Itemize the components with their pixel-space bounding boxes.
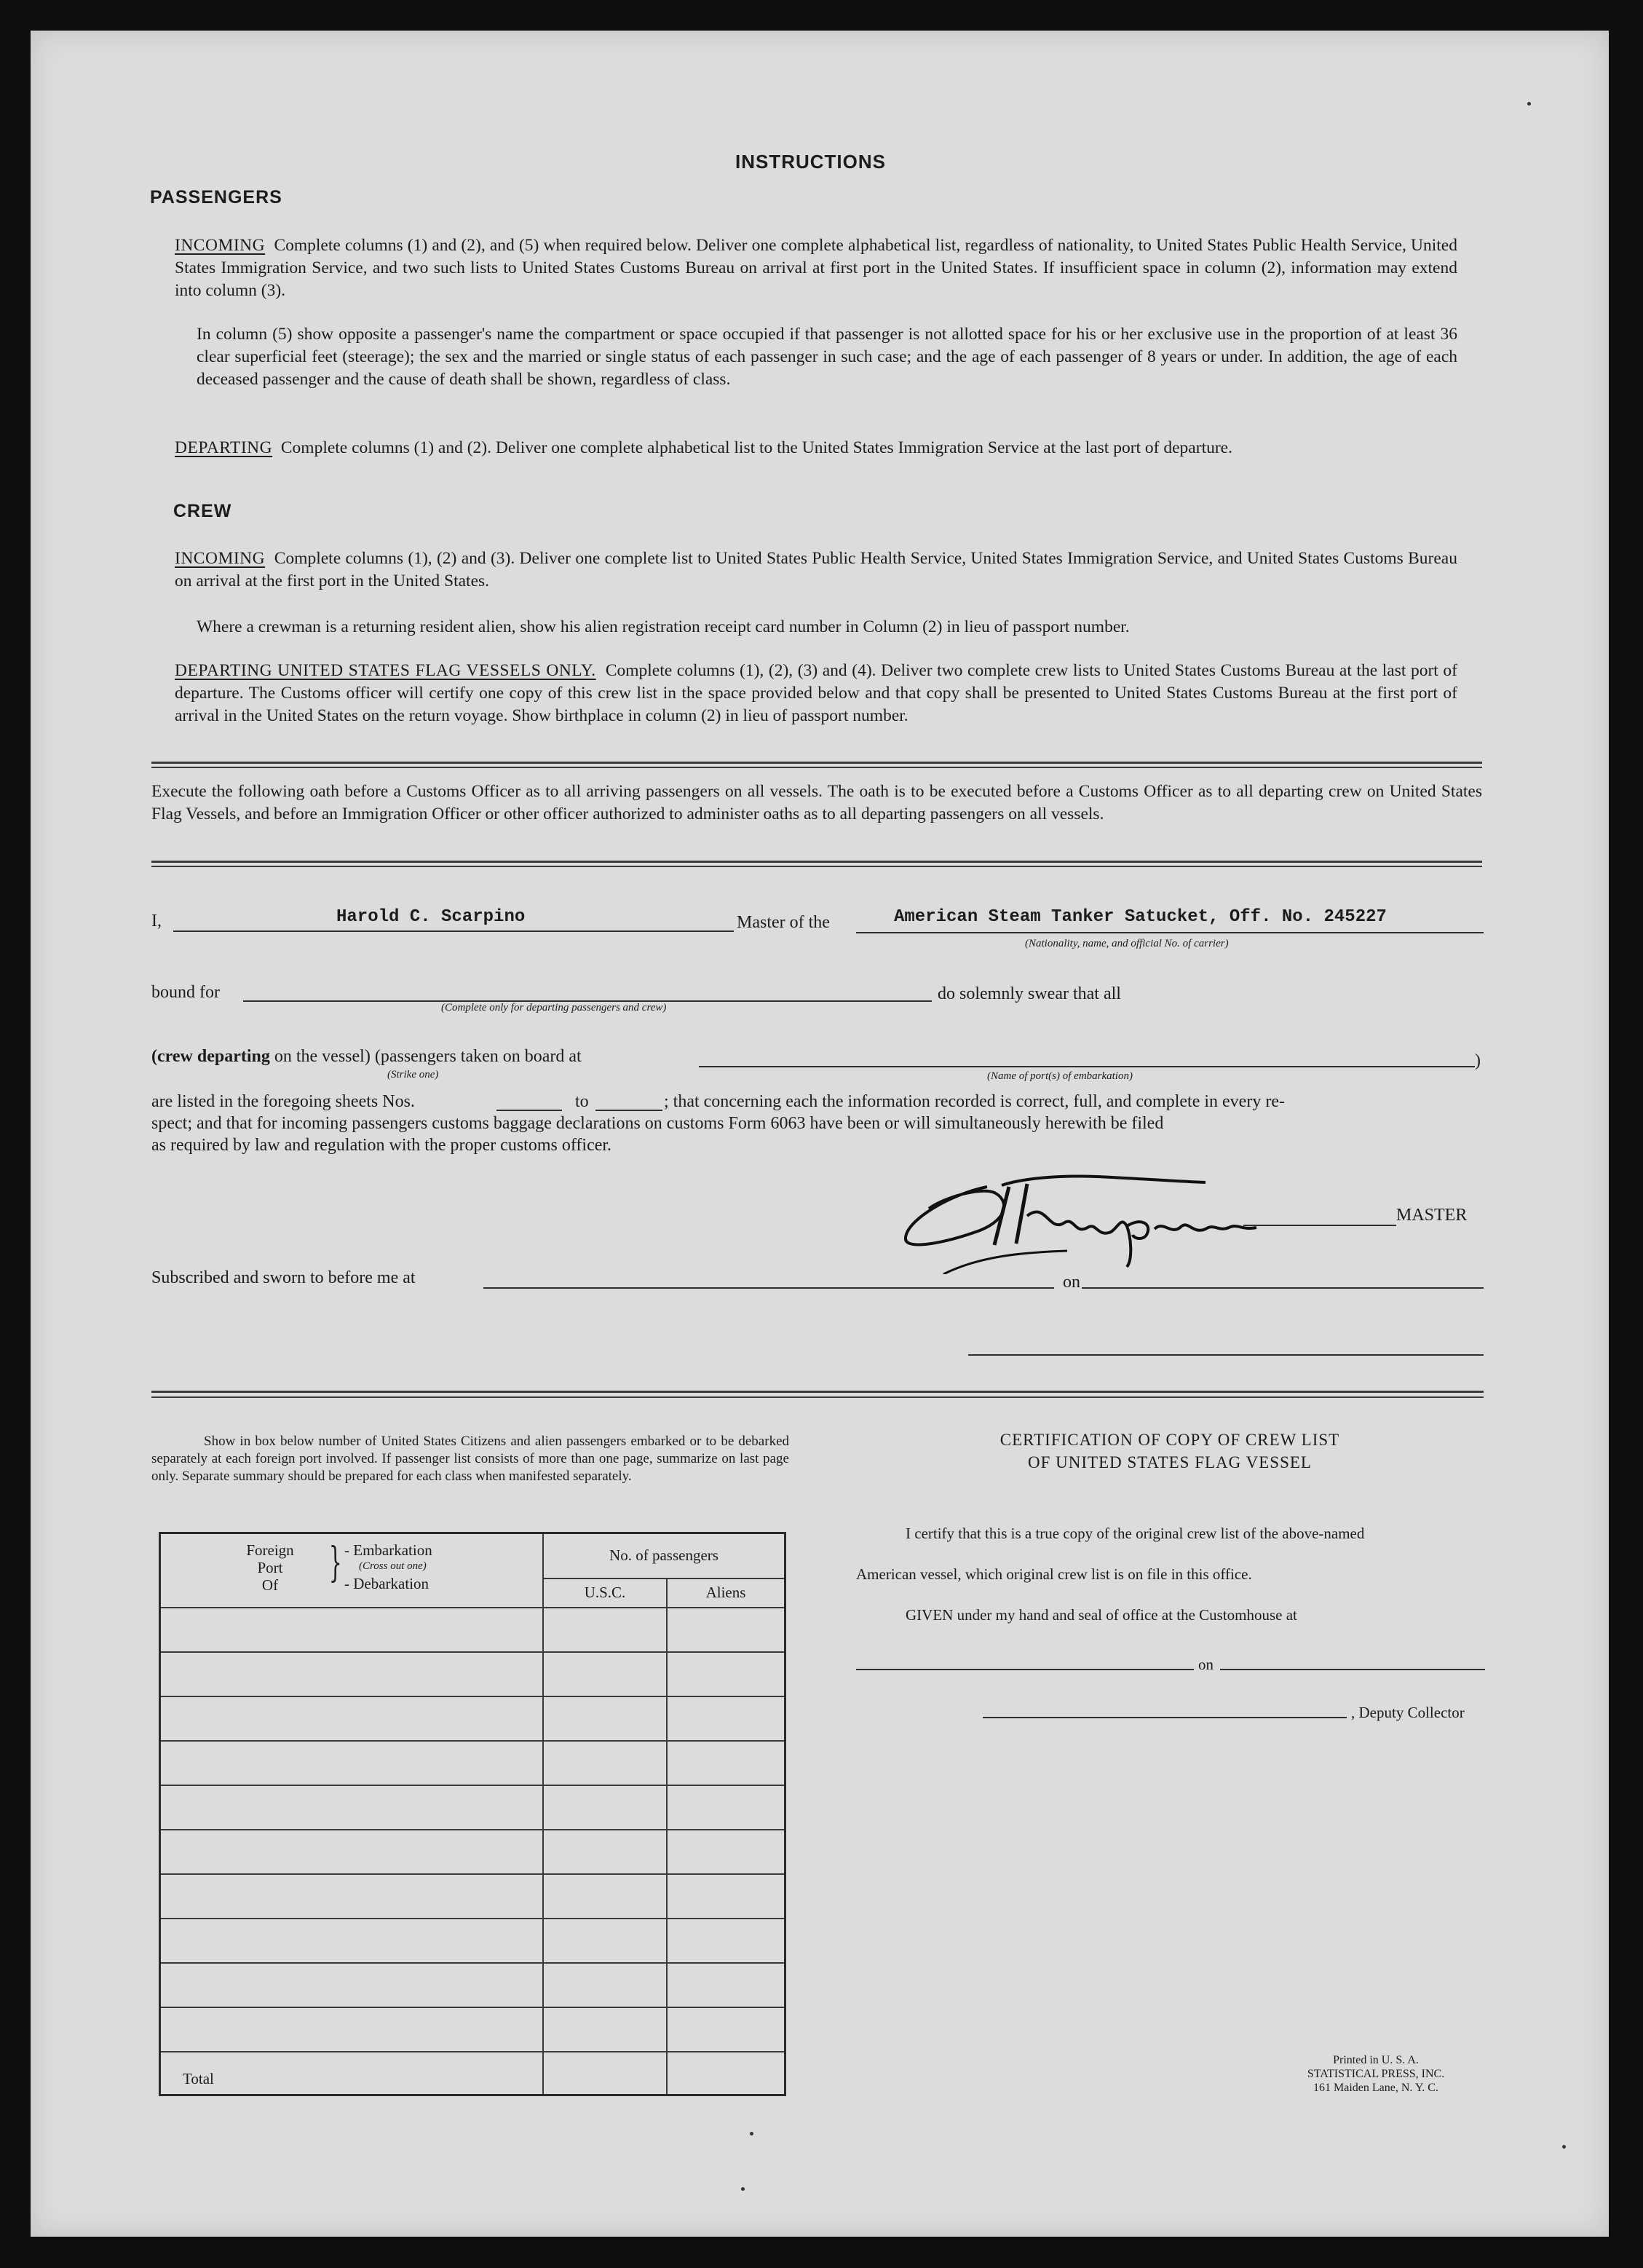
- bound-for-label: bound for: [151, 983, 220, 1002]
- given-line: GIVEN under my hand and seal of office at the Customhouse at: [906, 1606, 1297, 1624]
- departing-us-flag-label: DEPARTING UNITED STATES FLAG VESSELS ONLY.: [175, 661, 596, 680]
- cert-date-line[interactable]: [1220, 1669, 1485, 1670]
- port-cell[interactable]: [160, 1741, 544, 1785]
- subscribed-label: Subscribed and sworn to before me at: [151, 1268, 416, 1287]
- port-cell[interactable]: [160, 1608, 544, 1652]
- sheet-from-line[interactable]: [496, 1110, 562, 1111]
- deputy-collector-label: , Deputy Collector: [1351, 1704, 1465, 1721]
- usc-cell[interactable]: [543, 1652, 667, 1696]
- scan-speck: [1562, 2145, 1566, 2149]
- passengers-taken-text: (passengers taken on board at: [374, 1047, 582, 1066]
- master-signature-line[interactable]: [1243, 1225, 1396, 1226]
- total-usc-cell[interactable]: [543, 2052, 667, 2095]
- aliens-cell[interactable]: [667, 1874, 785, 1919]
- crew-departing-text: (crew departing: [151, 1047, 270, 1066]
- summary-note: Show in box below number of United States Citizens and alien passengers embarked or to be debarked separately at each foreign port involved. If passenger list consists of more than one page, summarize on last page only. Separate summary should be prepared for each class when manifested separately.: [151, 1434, 789, 1484]
- divider: [151, 866, 1482, 867]
- divider: [151, 1396, 1484, 1398]
- table-row: [160, 1608, 785, 1652]
- passengers-departing-label: DEPARTING: [175, 438, 273, 457]
- port-cell[interactable]: [160, 1919, 544, 1963]
- aliens-cell[interactable]: [667, 1652, 785, 1696]
- no-of-passengers-header: No. of passengers: [543, 1533, 785, 1578]
- port-cell[interactable]: [160, 1696, 544, 1741]
- aliens-header: Aliens: [667, 1578, 785, 1608]
- divider: [151, 767, 1482, 768]
- master-name-line: [173, 930, 734, 932]
- cross-out-caption: (Cross out one): [359, 1560, 427, 1572]
- passengers-incoming-paragraph: [175, 234, 1457, 302]
- certification-title: [919, 1429, 1421, 1474]
- column5-paragraph: In column (5) show opposite a passenger's name the compartment or space occupied if that passenger is not allotted space for his or her exclusive use in the proportion of at least 36 clear superficial feet (steerage); the sex and the married or single status of each passenger in such case; and the age of each passenger of 8 years or under. In addition, the age of each deceased passenger and the cause of death shall be shown, regardless of class.: [197, 325, 1457, 389]
- subscribed-date-line[interactable]: [1082, 1287, 1484, 1289]
- certify-line1: I certify that this is a true copy of the original crew list of the above-named: [906, 1525, 1365, 1542]
- table-row: [160, 1919, 785, 1963]
- usc-cell[interactable]: [543, 1608, 667, 1652]
- usc-cell[interactable]: [543, 1874, 667, 1919]
- master-label: MASTER: [1396, 1206, 1468, 1225]
- table-row: [160, 1741, 785, 1785]
- listed-sheets-line3: as required by law and regulation with the proper customs officer.: [151, 1136, 612, 1155]
- total-label: Total: [160, 2052, 544, 2095]
- bound-for-caption: (Complete only for departing passengers and crew): [441, 1002, 667, 1014]
- oath-i-label: I,: [151, 912, 162, 930]
- oath-note: Execute the following oath before a Customs Officer as to all arriving passengers on all vessels. The oath is to be executed before a Customs Officer as to all departing crew on United States Flag Vessels, and before an Immigration Officer or other officer authorized to administer oaths as to all departing passengers on all vessels.: [151, 782, 1482, 823]
- listed-sheets-b: ; that concerning each the information recorded is correct, full, and complete in every re-: [664, 1092, 1285, 1111]
- aliens-cell[interactable]: [667, 1785, 785, 1830]
- crewman-paragraph: Where a crewman is a returning resident alien, show his alien registration receipt card number in Column (2) in lieu of passport number.: [197, 617, 1130, 636]
- aliens-cell[interactable]: [667, 1696, 785, 1741]
- aliens-cell[interactable]: [667, 1963, 785, 2007]
- foreign-port-of: Foreign Port Of: [246, 1541, 294, 1594]
- usc-cell[interactable]: [543, 1963, 667, 2007]
- passengers-departing-paragraph: [175, 437, 1457, 459]
- aliens-cell[interactable]: [667, 1830, 785, 1874]
- usc-header: U.S.C.: [543, 1578, 667, 1608]
- listed-to: to: [575, 1092, 589, 1111]
- scan-speck: [741, 2187, 745, 2191]
- divider: [151, 1391, 1484, 1393]
- usc-cell[interactable]: [543, 1919, 667, 1963]
- crew-incoming-text: Complete columns (1), (2) and (3). Deliver one complete list to United States Public Health Service, United States Immigration Service, and United States Customs Bureau on arrival at the first port in the United States.: [175, 549, 1457, 590]
- table-row: [160, 1830, 785, 1874]
- aliens-cell[interactable]: [667, 1919, 785, 1963]
- table-row: [160, 1785, 785, 1830]
- table-row: [160, 2007, 785, 2052]
- crew-departing-option: [151, 1047, 582, 1067]
- port-cell[interactable]: [160, 1874, 544, 1919]
- debarkation-label: - Debarkation: [344, 1575, 429, 1592]
- vessel-line: [856, 932, 1484, 933]
- usc-cell[interactable]: [543, 1830, 667, 1874]
- total-aliens-cell[interactable]: [667, 2052, 785, 2095]
- master-signature: [900, 1165, 1395, 1274]
- close-paren: ): [1475, 1051, 1481, 1070]
- swear-text: do solemnly swear that all: [938, 984, 1121, 1003]
- passengers-incoming-label: INCOMING: [175, 236, 266, 255]
- crew-heading: CREW: [173, 501, 232, 521]
- usc-cell[interactable]: [543, 1696, 667, 1741]
- master-of-label: Master of the: [737, 913, 830, 932]
- usc-cell[interactable]: [543, 2007, 667, 2052]
- divider: [151, 861, 1482, 863]
- certification-title-line2: OF UNITED STATES FLAG VESSEL: [1028, 1453, 1312, 1471]
- scan-speck: [750, 2132, 753, 2135]
- master-name-field[interactable]: Harold C. Scarpino: [336, 907, 526, 927]
- divider: [151, 762, 1482, 764]
- table-row: [160, 1652, 785, 1696]
- vessel-field[interactable]: American Steam Tanker Satucket, Off. No. 245227: [894, 907, 1387, 927]
- aliens-cell[interactable]: [667, 1741, 785, 1785]
- crew-incoming-paragraph: [175, 548, 1457, 593]
- passengers-departing-text: Complete columns (1) and (2). Deliver one complete alphabetical list to the United States Immigration Service at the last port of departure.: [280, 438, 1232, 457]
- port-cell[interactable]: [160, 2007, 544, 2052]
- vessel-caption: (Nationality, name, and official No. of carrier): [1025, 938, 1229, 949]
- officer-signature-line[interactable]: [968, 1354, 1484, 1356]
- table-row: [160, 1963, 785, 2007]
- aliens-cell[interactable]: [667, 2007, 785, 2052]
- certify-line2: American vessel, which original crew list is on file in this office.: [856, 1565, 1252, 1583]
- port-header-cell: [160, 1533, 544, 1608]
- listed-sheets-line2: spect; and that for incoming passengers customs baggage declarations on customs Form 6063 have been or will simultaneously herewith be filed: [151, 1114, 1164, 1133]
- port-embarkation-line[interactable]: [699, 1066, 1475, 1067]
- port-caption: (Name of port(s) of embarkation): [987, 1070, 1133, 1082]
- passengers-heading: PASSENGERS: [150, 187, 282, 208]
- cert-on-label: on: [1198, 1656, 1214, 1673]
- printer-line2: STATISTICAL PRESS, INC.: [1307, 2068, 1445, 2080]
- subscribed-on-label: on: [1063, 1273, 1080, 1292]
- sheet-to-line[interactable]: [595, 1110, 662, 1111]
- crew-incoming-label: INCOMING: [175, 549, 266, 568]
- printer-line1: Printed in U. S. A.: [1333, 2054, 1419, 2066]
- aliens-cell[interactable]: [667, 1608, 785, 1652]
- departing-us-flag-text: Complete columns (1), (2), (3) and (4). Deliver two complete crew lists to United States Customs Bureau at the last port of departure. The Customs officer will certify one copy of this crew list in the space provided below and that copy shall be presented to United States Customs Bureau at the first port of arrival in the United States on the return voyage. Show birthplace in column (2) in lieu of passport number.: [175, 661, 1458, 725]
- scan-speck: [1527, 102, 1531, 106]
- instructions-title: INSTRUCTIONS: [735, 151, 886, 173]
- port-cell[interactable]: [160, 1785, 544, 1830]
- port-cell[interactable]: [160, 1963, 544, 2007]
- printer-imprint: [1259, 2053, 1492, 2095]
- deputy-collector-line[interactable]: [983, 1717, 1347, 1718]
- table-row: [160, 1874, 785, 1919]
- listed-sheets-a: are listed in the foregoing sheets Nos.: [151, 1092, 415, 1111]
- strike-one-caption: (Strike one): [387, 1069, 439, 1080]
- port-cell[interactable]: [160, 1652, 544, 1696]
- embarkation-label: - Embarkation: [344, 1541, 432, 1559]
- brace-symbol: }: [328, 1539, 342, 1587]
- total-row: [160, 2052, 785, 2095]
- departing-us-flag-paragraph: [175, 660, 1457, 727]
- printer-line3: 161 Maiden Lane, N. Y. C.: [1313, 2082, 1438, 2094]
- certification-title-line1: CERTIFICATION OF COPY OF CREW LIST: [999, 1431, 1340, 1449]
- subscribed-place-line[interactable]: [483, 1287, 1054, 1289]
- port-cell[interactable]: [160, 1830, 544, 1874]
- passenger-summary-table: [159, 1532, 786, 2096]
- customhouse-line[interactable]: [856, 1669, 1194, 1670]
- usc-cell[interactable]: [543, 1785, 667, 1830]
- usc-cell[interactable]: [543, 1741, 667, 1785]
- table-row: [160, 1696, 785, 1741]
- passengers-incoming-text: Complete columns (1) and (2), and (5) when required below. Deliver one complete alphabetical list, regardless of nationality, to United States Public Health Service, United States Immigration Service, and two such lists to United States Customs Bureau on arrival at first port in the United States. If insufficient space in column (2), information may extend into column (3).: [175, 236, 1457, 300]
- on-the-vessel-text: on the vessel): [274, 1047, 371, 1066]
